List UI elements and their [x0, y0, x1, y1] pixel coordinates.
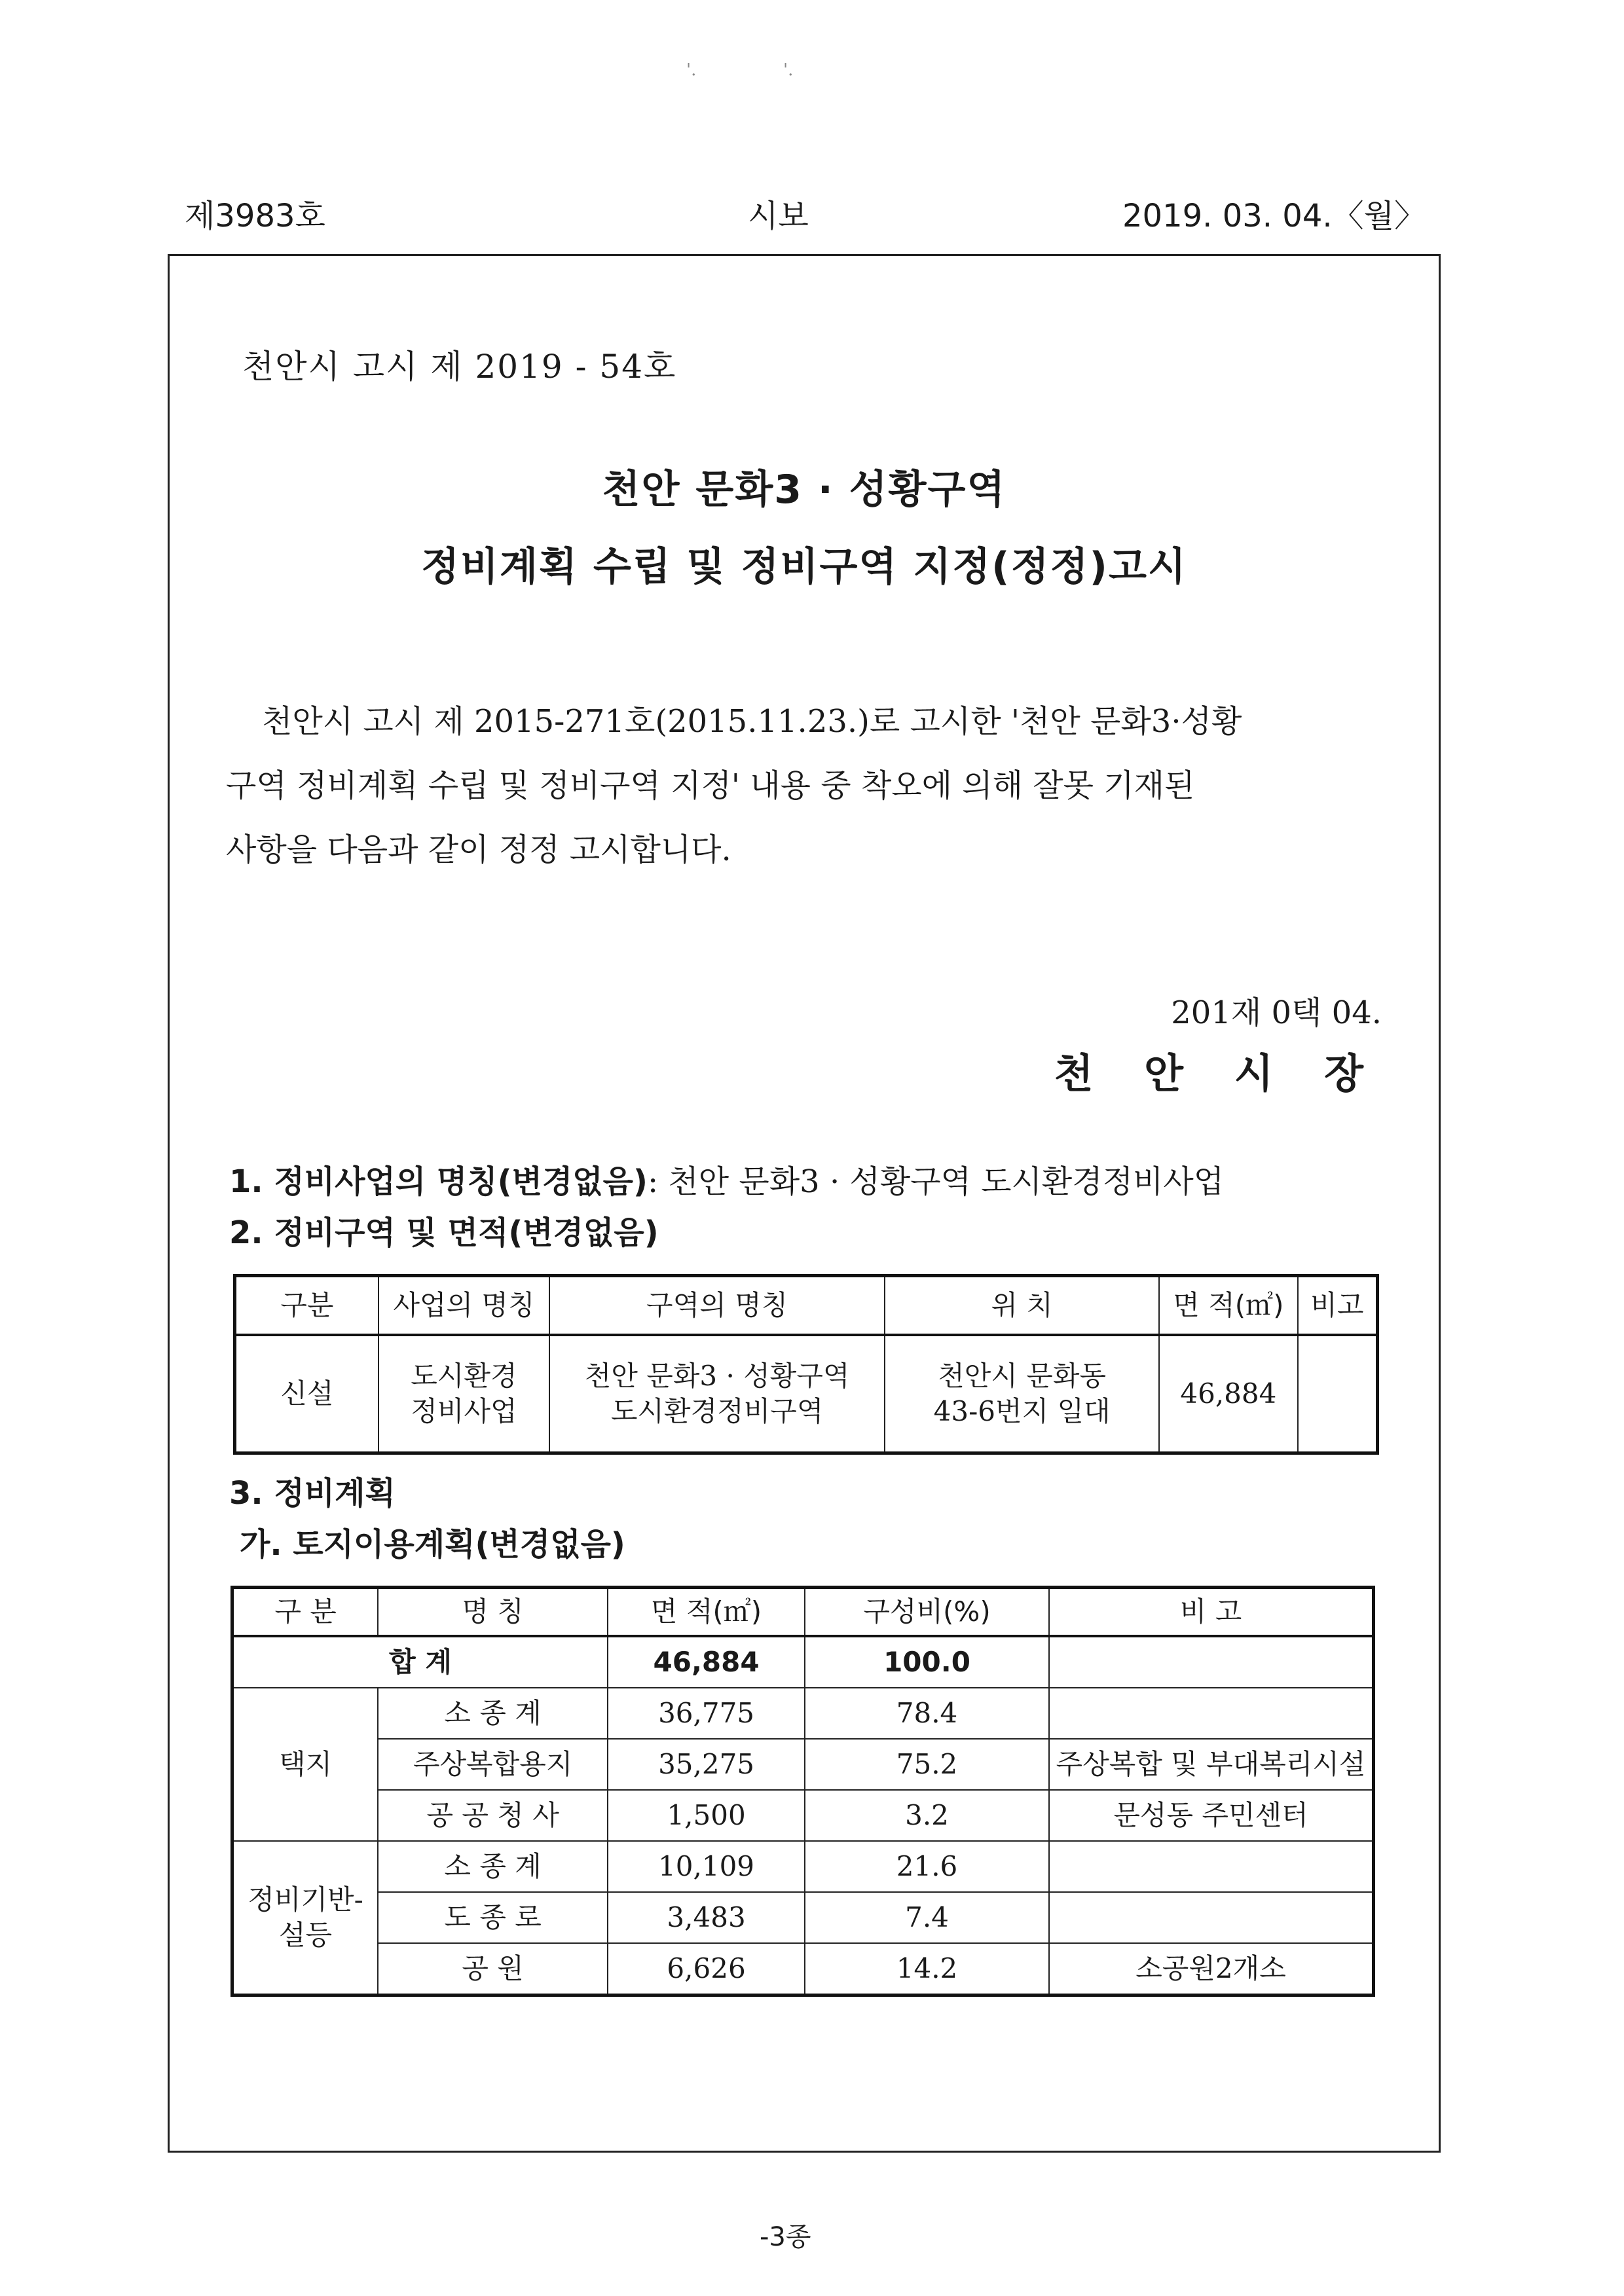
cell-area: 46,884 — [1159, 1335, 1298, 1453]
section-3-sub — [240, 1519, 625, 1564]
total-label: 합 계 — [232, 1636, 608, 1688]
column-header: 구성비(%) — [805, 1588, 1049, 1637]
column-header: 면 적(㎡) — [1159, 1276, 1298, 1336]
table-row — [232, 1688, 1374, 1739]
cell-type: 신설 — [235, 1335, 378, 1453]
cell-name: 소 종 계 — [378, 1688, 608, 1739]
cell-name: 도 종 로 — [378, 1892, 608, 1943]
section-1-value: : 천안 문화3 · 성황구역 도시환경정비사업 — [647, 1163, 1225, 1200]
cell-note: 주상복합 및 부대복리시설 — [1049, 1739, 1373, 1790]
notice-title-line1: 천안 문화3 · 성황구역 — [602, 467, 1006, 513]
table-header-row — [235, 1276, 1378, 1336]
column-header: 사업의 명칭 — [378, 1276, 549, 1336]
section-2 — [229, 1207, 659, 1252]
cell-name: 주상복합용지 — [378, 1739, 608, 1790]
cell-line: 정비사업 — [411, 1395, 517, 1427]
issuer-signature: 천 안 시 장 — [1054, 1049, 1382, 1097]
table-row — [232, 1841, 1374, 1892]
column-header: 면 적(㎡) — [608, 1588, 805, 1637]
cell-name: 소 종 계 — [378, 1841, 608, 1892]
cell-location — [885, 1335, 1159, 1453]
group-label-residential: 택지 — [232, 1688, 378, 1841]
cell-note — [1049, 1892, 1373, 1943]
gazette-issue-number: 제3983호 — [185, 198, 325, 234]
table-row — [232, 1943, 1374, 1995]
cell-ratio: 3.2 — [805, 1790, 1049, 1841]
table-row — [235, 1335, 1378, 1453]
scan-mark: '. — [686, 60, 697, 80]
cell-ratio: 78.4 — [805, 1688, 1049, 1739]
cell-note: 문성동 주민센터 — [1049, 1790, 1373, 1841]
section-3-label: 3. 정비계획 — [229, 1475, 396, 1512]
total-ratio: 100.0 — [805, 1636, 1049, 1688]
column-header: 구 분 — [232, 1588, 378, 1637]
cell-ratio: 14.2 — [805, 1943, 1049, 1995]
total-note — [1049, 1636, 1373, 1688]
total-area: 46,884 — [608, 1636, 805, 1688]
table-row — [232, 1790, 1374, 1841]
body-text-line: 천안시 고시 제 2015-271호(2015.11.23.)로 고시한 '천안 문화3·성황 — [262, 703, 1242, 740]
notice-date: 201재 0택 04. — [1171, 994, 1382, 1031]
cell-note — [1298, 1335, 1378, 1453]
section-3-sub-label: 가. 토지이용계획(변경없음) — [240, 1526, 625, 1563]
cell-line: 43-6번지 일대 — [933, 1395, 1111, 1427]
table-row — [232, 1739, 1374, 1790]
cell-area: 3,483 — [608, 1892, 805, 1943]
page-number: -3종 — [760, 2222, 811, 2252]
gazette-date: 2019. 03. 04.〈월〉 — [1122, 198, 1426, 234]
cell-line: 천안 문화3 · 성황구역 — [584, 1360, 850, 1392]
cell-ratio: 7.4 — [805, 1892, 1049, 1943]
cell-project-name — [378, 1335, 549, 1453]
group-label-infrastructure — [232, 1841, 378, 1995]
cell-area: 6,626 — [608, 1943, 805, 1995]
cell-area: 35,275 — [608, 1739, 805, 1790]
column-header: 구분 — [235, 1276, 378, 1336]
land-use-plan-table — [231, 1586, 1375, 1997]
column-header: 비고 — [1298, 1276, 1378, 1336]
section-3 — [229, 1468, 396, 1513]
column-header: 위 치 — [885, 1276, 1159, 1336]
cell-ratio: 75.2 — [805, 1739, 1049, 1790]
section-2-label: 2. 정비구역 및 면적(변경없음) — [229, 1214, 659, 1251]
cell-line: 천안시 문화동 — [938, 1360, 1107, 1392]
cell-line: 정비기반- — [248, 1884, 363, 1916]
cell-line: 도시환경 — [411, 1360, 517, 1392]
column-header: 명 칭 — [378, 1588, 608, 1637]
table-row — [232, 1892, 1374, 1943]
cell-note: 소공원2개소 — [1049, 1943, 1373, 1995]
table-header-row — [232, 1588, 1374, 1637]
cell-note — [1049, 1688, 1373, 1739]
cell-area: 10,109 — [608, 1841, 805, 1892]
cell-name: 공 원 — [378, 1943, 608, 1995]
column-header: 비 고 — [1049, 1588, 1373, 1637]
notice-title-line2: 정비계획 수립 및 정비구역 지정(정정)고시 — [421, 544, 1187, 590]
cell-line: 도시환경정비구역 — [610, 1395, 824, 1427]
zone-area-table — [233, 1274, 1379, 1455]
cell-area: 36,775 — [608, 1688, 805, 1739]
cell-note — [1049, 1841, 1373, 1892]
body-text-line: 사항을 다음과 같이 정정 고시합니다. — [226, 831, 731, 868]
total-row — [232, 1636, 1374, 1688]
cell-line: 설등 — [278, 1919, 333, 1951]
cell-ratio: 21.6 — [805, 1841, 1049, 1892]
column-header: 구역의 명칭 — [549, 1276, 885, 1336]
section-1-label: 1. 정비사업의 명칭(변경없음) — [229, 1163, 648, 1200]
scan-mark: '. — [783, 60, 794, 80]
notice-number: 천안시 고시 제 2019 - 54호 — [242, 348, 677, 386]
cell-area: 1,500 — [608, 1790, 805, 1841]
cell-name: 공 공 청 사 — [378, 1790, 608, 1841]
body-text-line: 구역 정비계획 수립 및 정비구역 지정' 내용 중 착오에 의해 잘못 기재된 — [226, 767, 1195, 804]
section-1 — [229, 1156, 1224, 1201]
cell-zone-name — [549, 1335, 885, 1453]
gazette-name: 시보 — [748, 198, 809, 234]
